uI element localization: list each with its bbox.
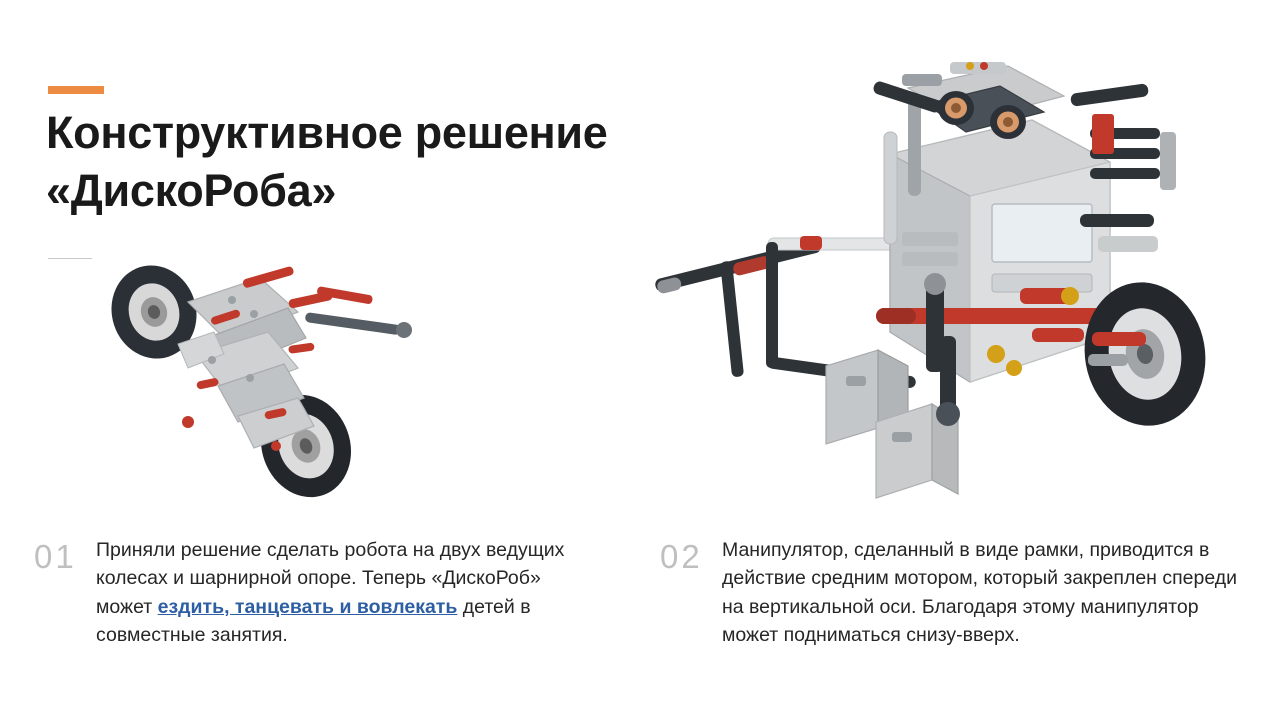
- bullet-text-01-before: Приняли решение сделать робота на двух ведущих колесах и шарнирной опоре. Теперь «ДискоРоб» может: [96, 539, 565, 618]
- robot-full-image: [640, 36, 1250, 522]
- bullet-item-02: [660, 536, 1260, 649]
- bullet-number-02: 02: [660, 538, 703, 575]
- bullet-item-01: [34, 536, 594, 649]
- bullet-text-01-highlight: ездить, танцевать и вовлекать: [157, 595, 458, 618]
- page-title: Конструктивное решение «ДискоРоба»: [46, 107, 608, 216]
- robot-chassis-image: [92, 250, 432, 522]
- bullet-text-02: [722, 536, 1260, 649]
- bullet-text-01-after: детей в совместные занятия.: [96, 595, 531, 646]
- title-accent-bar: [48, 86, 104, 94]
- bullet-text-01: [96, 536, 594, 649]
- bullet-text-02-before: Манипулятор, сделанный в виде рамки, приводится в действие средним мотором, который закреплен спереди на вертикальной оси. Благодаря этому манипулятор может подниматься снизу-вверх.: [722, 539, 1238, 646]
- bullet-number-01: 01: [34, 538, 77, 575]
